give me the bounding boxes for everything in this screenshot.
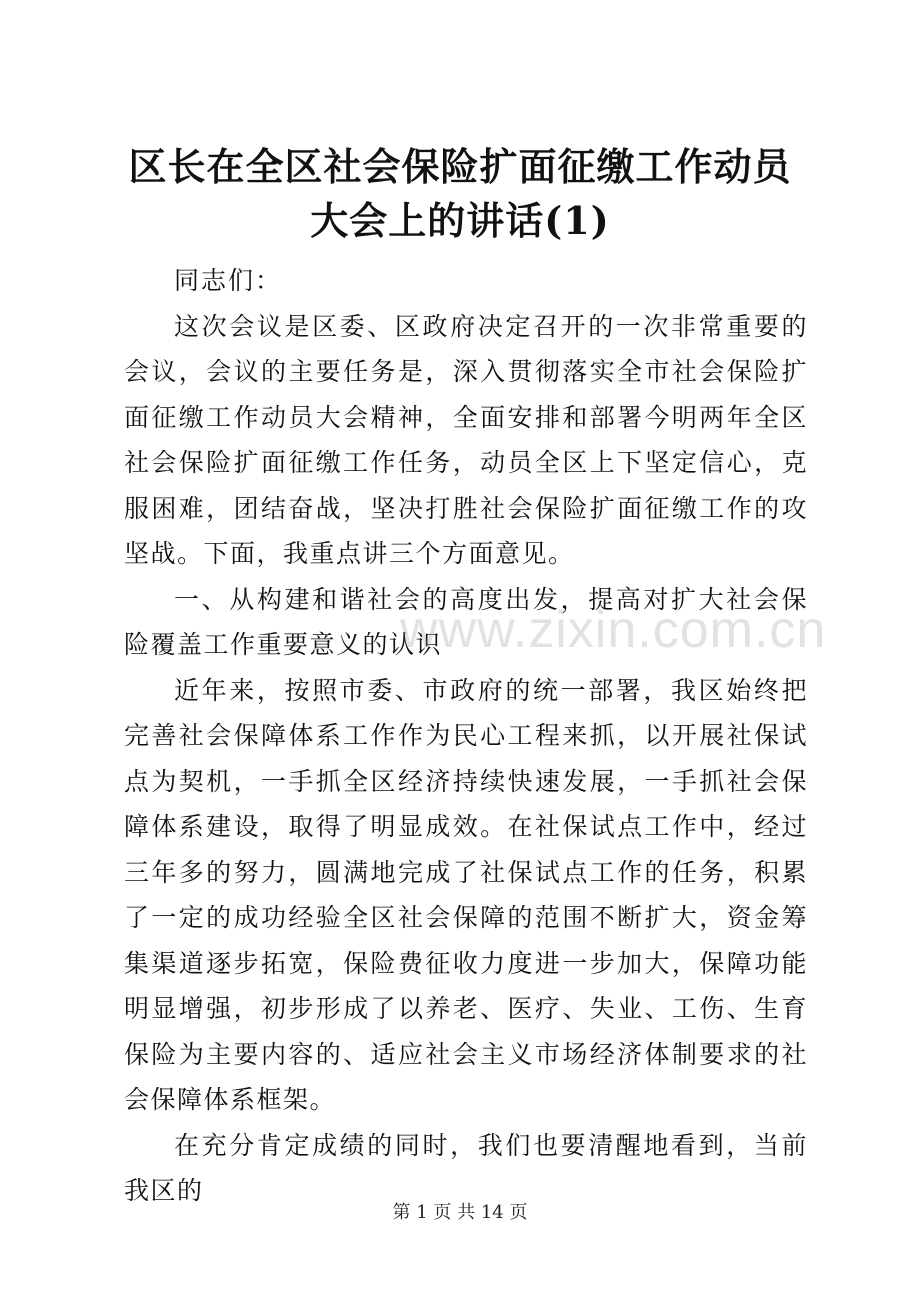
paragraph-achievements: 近年来，按照市委、市政府的统一部署，我区始终把完善社会保障体系工作作为民心工程来抓，以开展社保试点为契机，一手抓全区经济持续快速发展，一手抓社会保障体系建设，取得了明显成效。在社保试点工作中，经过三年多的努力，圆满地完成了社保试点工作的任务，积累了一定的成功经验全区社会保障的范围不断扩大，资金筹集渠道逐步拓宽，保险费征收力度进一步加大，保障功能明显增强，初步形成了以养老、医疗、失业、工伤、生育保险为主要内容的、适应社会主义市场经济体制要求的社会保障体系框架。 xyxy=(124,675,808,1114)
paragraph-intro: 这次会议是区委、区政府决定召开的一次非常重要的会议，会议的主要任务是，深入贯彻落实全市社会保险扩面征缴工作动员大会精神，全面安排和部署今明两年全区社会保险扩面征缴工作任务，动员全区上下坚定信心，克服困难，团结奋战，坚决打胜社会保险扩面征缴工作的攻坚战。下面，我重点讲三个方面意见。 xyxy=(124,311,808,568)
paragraph-challenges: 在充分肯定成绩的同时，我们也要清醒地看到，当前我区的 xyxy=(124,1130,808,1205)
document-body xyxy=(124,258,808,1214)
paragraph-section-heading: 一、从构建和谐社会的高度出发，提高对扩大社会保险覆盖工作重要意义的认识 xyxy=(124,584,808,659)
paragraph-salutation: 同志们： xyxy=(174,266,283,295)
watermark-text: www.zixin.com.cn xyxy=(400,601,827,659)
page-footer: 第 1 页 共 14 页 xyxy=(392,1202,528,1223)
document-title: 区长在全区社会保险扩面征缴工作动员大会上的讲话(1) xyxy=(128,144,792,243)
